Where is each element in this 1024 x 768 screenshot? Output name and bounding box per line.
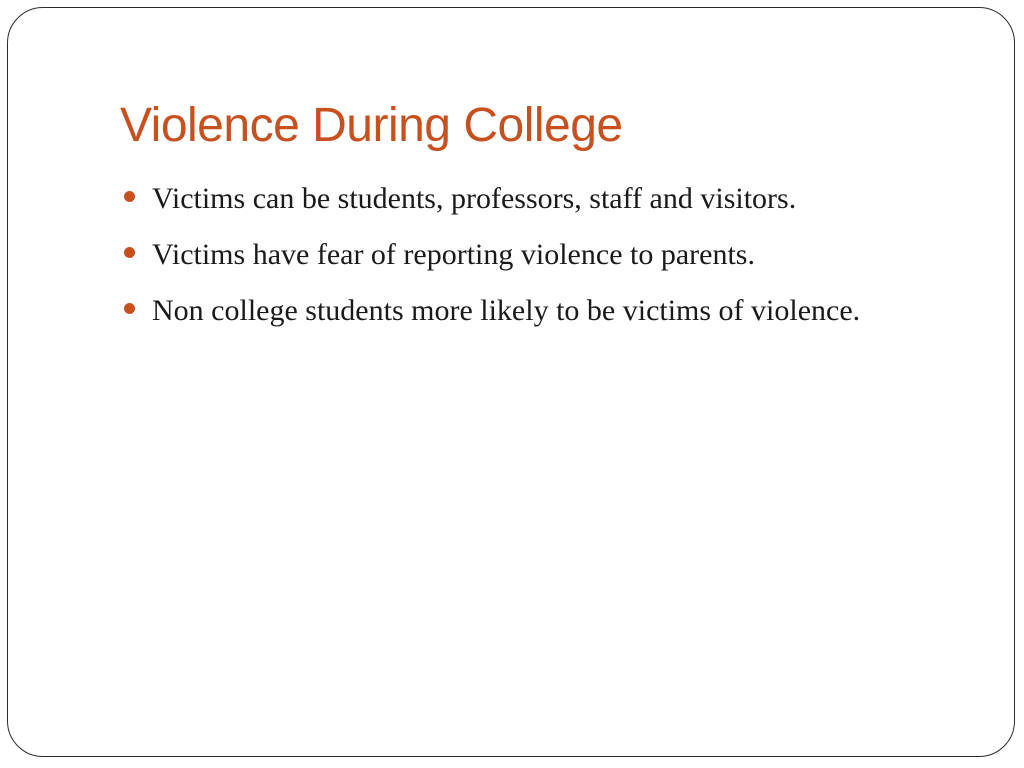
bullet-text: Victims have fear of reporting violence to parents. xyxy=(152,238,755,271)
bullet-text: Non college students more likely to be victims of violence. xyxy=(152,294,861,327)
list-item xyxy=(124,286,924,335)
slide-frame xyxy=(7,7,1015,757)
bullet-text: Victims can be students, professors, staff and visitors. xyxy=(152,182,797,215)
bullet-dot-icon xyxy=(124,191,135,202)
bullet-dot-icon xyxy=(124,303,135,314)
list-item xyxy=(124,230,924,279)
slide-title: Violence During College xyxy=(120,99,623,152)
bullet-list xyxy=(124,174,924,342)
list-item xyxy=(124,174,924,223)
bullet-dot-icon xyxy=(124,247,135,258)
